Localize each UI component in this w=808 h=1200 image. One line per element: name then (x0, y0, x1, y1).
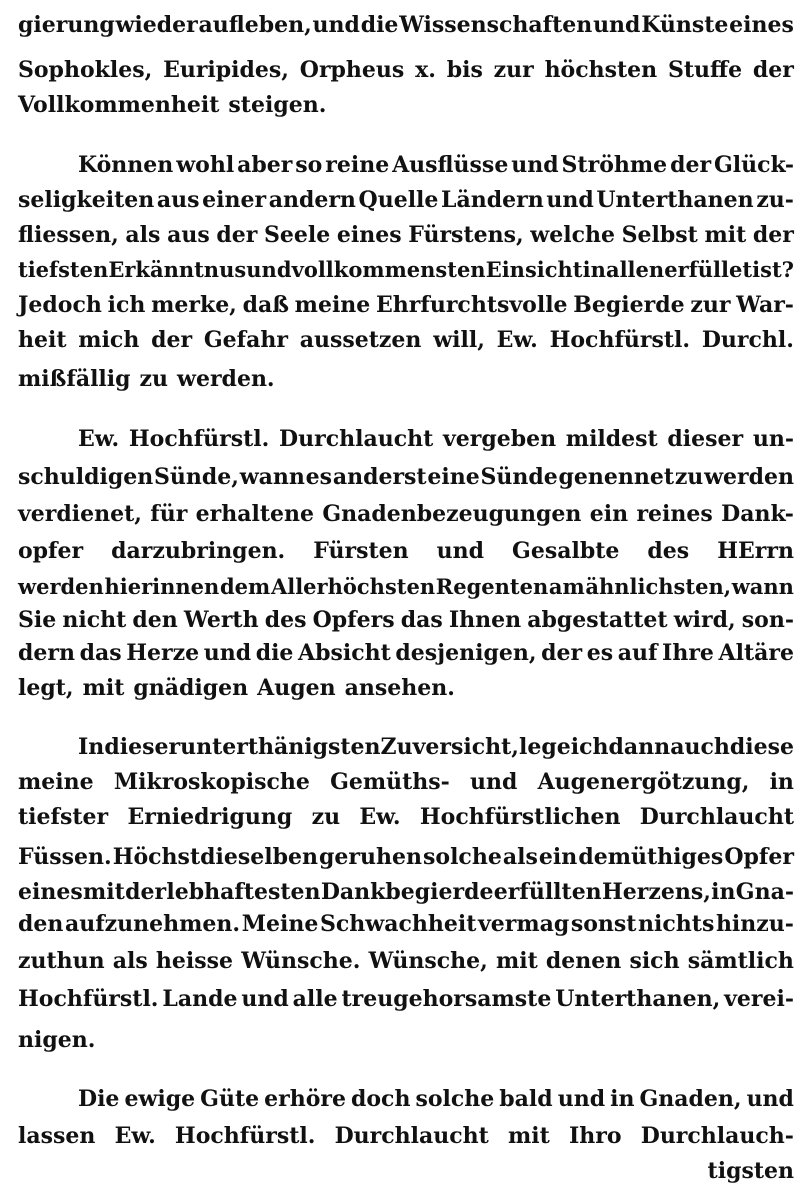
text-line: Vollkommenheit steigen. (18, 92, 327, 118)
text-line: Füssen. Höchstdieselben geruhen solche als ein demüthiges Opfer (18, 844, 794, 870)
text-line: schuldigen Sünde, wann es anderst eine Sünde genennet zu werden (18, 464, 794, 490)
text-line: gierung wieder aufleben, und die Wissenschaften und Künste eines (18, 12, 794, 38)
catchword: tigsten (707, 1158, 794, 1184)
text-line: tiefsten Erkänntnus und vollkommensten Einsicht in allen erfüllet ist? (18, 257, 794, 282)
text-line: Sie nicht den Werth des Opfers das Ihnen abgestattet wird, son- (18, 607, 794, 633)
text-line: opfer darzubringen. Fürsten und Gesalbte des HErrn (18, 538, 794, 564)
text-line: nigen. (18, 1027, 96, 1053)
text-line: seligkeiten aus einer andern Quelle Ländern und Unterthanen zu- (18, 187, 794, 213)
text-line: Jedoch ich merke, daß meine Ehrfurchtsvolle Begierde zur War- (18, 292, 794, 318)
text-line: fliessen, als aus der Seele eines Fürstens, welche Selbst mit der (18, 222, 794, 248)
text-line: lassen Ew. Hochfürstl. Durchlaucht mit Ihro Durchlauch- (18, 1123, 794, 1149)
text-line: tiefster Erniedrigung zu Ew. Hochfürstlichen Durchlaucht (18, 804, 794, 830)
text-line: mißfällig zu werden. (18, 366, 275, 392)
text-line: heit mich der Gefahr aussetzen will, Ew. Hochfürstl. Durchl. (18, 327, 794, 353)
text-line: zuthun als heisse Wünsche. Wünsche, mit denen sich sämtlich (18, 948, 794, 974)
text-line: Können wohl aber so reine Ausflüsse und Ströhme der Glück- (78, 152, 794, 178)
text-line: eines mit der lebhaftesten Dankbegierde erfüllten Herzens, in Gna- (18, 879, 794, 905)
text-line: Die ewige Güte erhöre doch solche bald und in Gnaden, und (78, 1086, 794, 1112)
text-line: dern das Herze und die Absicht desjenigen, der es auf Ihre Altäre (18, 640, 794, 666)
text-line: legt, mit gnädigen Augen ansehen. (18, 675, 455, 701)
text-line: Ew. Hochfürstl. Durchlaucht vergeben mildest dieser un- (78, 426, 794, 452)
text-line: Hochfürstl. Lande und alle treugehorsamste Unterthanen, verei- (18, 986, 794, 1012)
text-line: meine Mikroskopische Gemüths- und Augenergötzung, in (18, 769, 794, 795)
text-line: verdienet, für erhaltene Gnadenbezeugungen ein reines Dank- (18, 501, 794, 527)
text-line: Sophokles, Euripides, Orpheus x. bis zur höchsten Stuffe der (18, 57, 794, 83)
text-line: In dieser unterthänigsten Zuversicht, lege ich dann auch diese (78, 734, 794, 760)
text-line: den aufzunehmen. Meine Schwachheit vermag sonst nichts hinzu- (18, 911, 794, 937)
text-line: werden hierinnen dem Allerhöchsten Regenten am ähnlichsten, wann (18, 574, 794, 599)
